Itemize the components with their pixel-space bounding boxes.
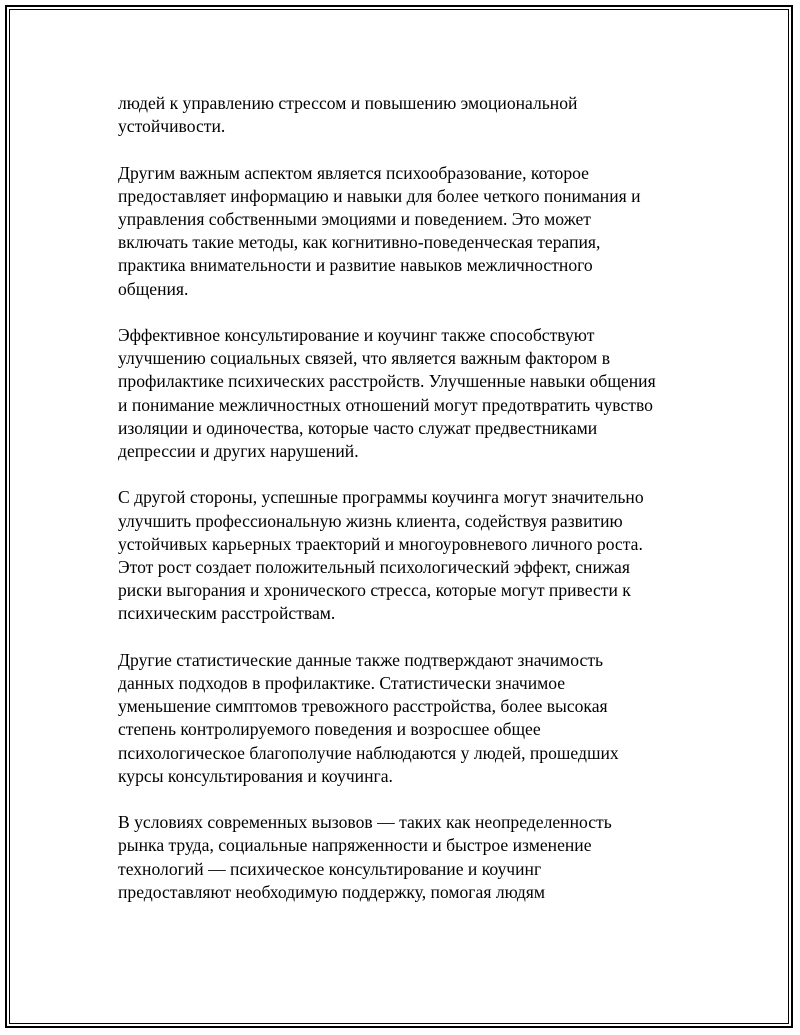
paragraph-line: технологий — психическое консультирование и коучинг xyxy=(118,858,542,879)
paragraph-line: устойчивости. xyxy=(118,116,226,137)
paragraph-line: изоляции и одиночества, которые часто служат предвестниками xyxy=(118,417,598,438)
paragraph-5 xyxy=(118,649,708,788)
paragraph-4 xyxy=(118,486,708,625)
paragraph-line: курсы консультирования и коучинга. xyxy=(118,765,393,786)
paragraph-line: улучшению социальных связей, что является важным фактором в xyxy=(118,348,610,369)
paragraph-line: Этот рост создает положительный психологический эффект, снижая xyxy=(118,557,630,578)
paragraph-line: степень контролируемого поведения и возросшее общее xyxy=(118,719,541,740)
paragraph-line: В условиях современных вызовов — таких как неопределенность xyxy=(118,812,612,833)
paragraph-line: и понимание межличностных отношений могут предотвратить чувство xyxy=(118,394,653,415)
paragraph-line: предоставляют необходимую поддержку, помогая людям xyxy=(118,881,546,902)
document-body xyxy=(118,92,708,927)
paragraph-line: улучшить профессиональную жизнь клиента, содействуя развитию xyxy=(118,510,623,531)
paragraph-3 xyxy=(118,324,708,463)
paragraph-line: психологическое благополучие наблюдаются у людей, прошедших xyxy=(118,742,619,763)
paragraph-line: профилактике психических расстройств. Улучшенные навыки общения xyxy=(118,371,656,392)
paragraph-line: депрессии и других нарушений. xyxy=(118,441,359,462)
paragraph-line: уменьшение симптомов тревожного расстройства, более высокая xyxy=(118,696,608,717)
paragraph-line: рынка труда, социальные напряженности и быстрое изменение xyxy=(118,835,592,856)
paragraph-line: Другим важным аспектом является психообразование, которое xyxy=(118,162,589,183)
paragraph-1 xyxy=(118,92,708,138)
paragraph-line: людей к управлению стрессом и повышению эмоциональной xyxy=(118,93,578,113)
paragraph-line: включать такие методы, как когнитивно-поведенческая терапия, xyxy=(118,232,601,253)
paragraph-line: устойчивых карьерных траекторий и многоуровневого личного роста. xyxy=(118,533,643,554)
paragraph-line: риски выгорания и хронического стресса, которые могут привести к xyxy=(118,580,631,601)
paragraph-line: данных подходов в профилактике. Статистически значимое xyxy=(118,673,566,694)
paragraph-line: С другой стороны, успешные программы коучинга могут значительно xyxy=(118,487,644,508)
paragraph-line: предоставляет информацию и навыки для более четкого понимания и xyxy=(118,185,641,206)
paragraph-6 xyxy=(118,811,708,904)
paragraph-line: психическим расстройствам. xyxy=(118,603,336,624)
paragraph-line: Эффективное консультирование и коучинг также способствуют xyxy=(118,325,595,345)
paragraph-line: практика внимательности и развитие навыков межличностного xyxy=(118,255,593,276)
paragraph-line: общения. xyxy=(118,278,189,299)
paragraph-line: управления собственными эмоциями и поведением. Это может xyxy=(118,209,591,229)
paragraph-2 xyxy=(118,162,708,301)
paragraph-line: Другие статистические данные также подтверждают значимость xyxy=(118,649,604,670)
